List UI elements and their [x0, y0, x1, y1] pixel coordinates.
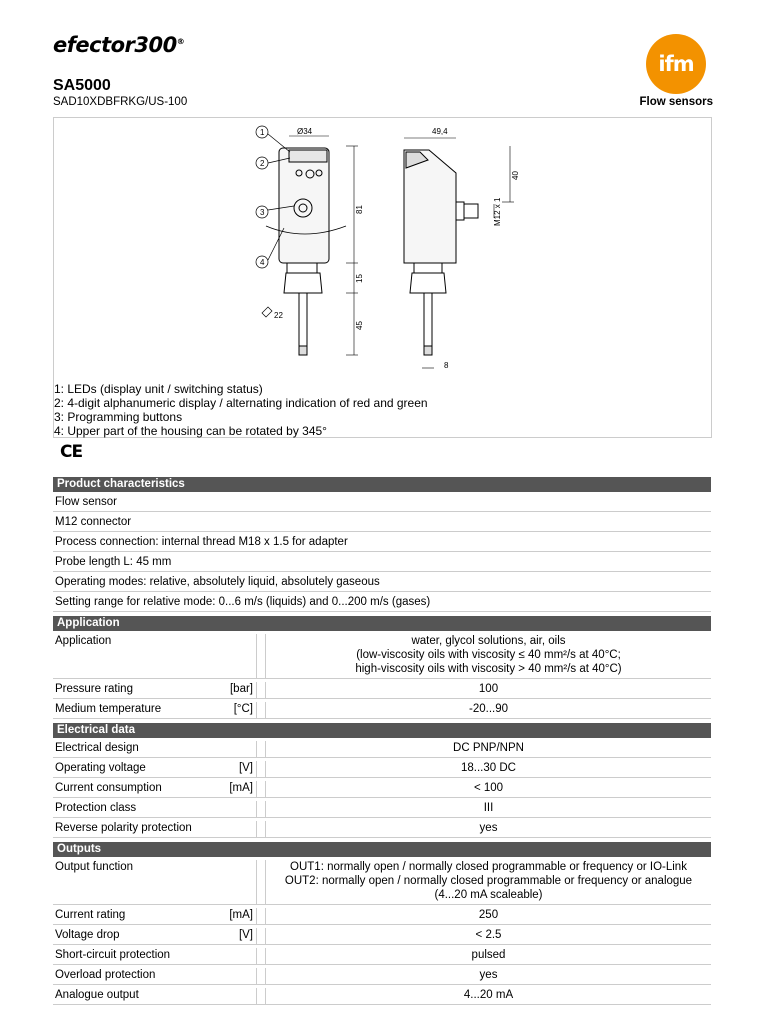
- spec-unit: [253, 948, 256, 962]
- spec-label: Operating voltage: [55, 762, 146, 774]
- spec-label: Short-circuit protection: [55, 949, 171, 961]
- spec-row: [53, 702, 711, 719]
- spec-unit: [bar]: [229, 683, 253, 695]
- dim-wrench: 22: [274, 311, 283, 320]
- front-view: [266, 148, 346, 355]
- callout-1: 1: [260, 128, 265, 137]
- spec-value-line: DC PNP/NPN: [453, 742, 524, 754]
- spec-unit: [V]: [238, 762, 253, 774]
- spec-value-line: < 100: [473, 782, 504, 794]
- spec-value-line: (4...20 mA scaleable): [434, 889, 543, 901]
- spec-value-line: 4...20 mA: [463, 989, 514, 1001]
- spec-value-line: III: [483, 802, 494, 814]
- spec-label-cell: [53, 781, 257, 797]
- spec-label-cell: [53, 948, 257, 964]
- spec-label: Current consumption: [55, 782, 162, 794]
- dim-45: 45: [355, 321, 364, 330]
- spec-label-cell: [53, 928, 257, 944]
- spec-label-cell: [53, 741, 257, 757]
- spec-unit: [°C]: [233, 703, 253, 715]
- article-number: SAD10XDBFRKG/US-100: [53, 96, 188, 108]
- dim-81: 81: [355, 205, 364, 214]
- spec-value-line: -20...90: [469, 703, 508, 715]
- spec-unit: [253, 860, 256, 902]
- spec-row: Setting range for relative mode: 0...6 m/s (liquids) and 0...200 m/s (gases): [53, 595, 711, 612]
- brand-logo: efector300®: [53, 33, 185, 57]
- spec-label: Electrical design: [55, 742, 139, 754]
- spec-value: [265, 741, 711, 757]
- dim-thread: M12 x 1: [493, 197, 502, 226]
- product-category: Flow sensors: [639, 96, 713, 108]
- dim-width: 49,4: [432, 127, 448, 136]
- spec-row: [53, 741, 711, 758]
- spec-row: [53, 634, 711, 679]
- spec-value: [265, 821, 711, 837]
- dim-15: 15: [355, 274, 364, 283]
- spec-value: [265, 634, 711, 678]
- dimension-drawing: [53, 117, 712, 438]
- model-number: SA5000: [53, 77, 111, 94]
- section-title: Product characteristics: [53, 477, 711, 492]
- spec-value: [265, 908, 711, 924]
- spec-label-cell: [53, 801, 257, 817]
- spec-label: Voltage drop: [55, 929, 120, 941]
- spec-value-line: < 2.5: [475, 929, 502, 941]
- spec-unit: [mA]: [229, 909, 253, 921]
- spec-value-line: 18...30 DC: [461, 762, 516, 774]
- spec-value: [265, 988, 711, 1004]
- wrench-icon: [262, 307, 272, 317]
- side-view: [404, 150, 478, 355]
- spec-value-line: OUT1: normally open / normally closed programmable or frequency or IO-Link: [290, 861, 687, 873]
- legend-item: 3: Programming buttons: [54, 410, 183, 424]
- spec-unit: [253, 634, 256, 676]
- spec-value-line: (low-viscosity oils with viscosity ≤ 40 mm²/s at 40°C;: [356, 649, 621, 661]
- spec-label-cell: [53, 821, 257, 837]
- spec-value: [265, 682, 711, 698]
- spec-value-line: water, glycol solutions, air, oils: [411, 635, 566, 647]
- spec-unit: [253, 801, 256, 815]
- spec-label: Protection class: [55, 802, 137, 814]
- callout-3: 3: [260, 208, 265, 217]
- spec-value-line: yes: [479, 969, 498, 981]
- spec-unit: [253, 821, 256, 835]
- spec-row: [53, 928, 711, 945]
- spec-row: Process connection: internal thread M18 x 1.5 for adapter: [53, 535, 711, 552]
- spec-label-cell: [53, 988, 257, 1004]
- spec-row: Operating modes: relative, absolutely liquid, absolutely gaseous: [53, 575, 711, 592]
- spec-label-cell: [53, 682, 257, 698]
- spec-label: Overload protection: [55, 969, 156, 981]
- spec-label-cell: [53, 634, 257, 678]
- spec-value-line: 250: [478, 909, 499, 921]
- spec-label-cell: [53, 702, 257, 718]
- section-title: Electrical data: [53, 723, 711, 738]
- spec-value-line: yes: [479, 822, 498, 834]
- spec-value: [265, 928, 711, 944]
- spec-row: M12 connector: [53, 515, 711, 532]
- spec-row: Probe length L: 45 mm: [53, 555, 711, 572]
- spec-label-cell: [53, 968, 257, 984]
- section-title: Application: [53, 616, 711, 631]
- spec-value: [265, 702, 711, 718]
- spec-label: Output function: [55, 861, 133, 873]
- spec-row: [53, 948, 711, 965]
- spec-value: [265, 781, 711, 797]
- dim-diameter: Ø34: [297, 127, 313, 136]
- spec-unit: [253, 741, 256, 755]
- dim-40: 40: [511, 171, 520, 180]
- spec-value-line: pulsed: [471, 949, 506, 961]
- spec-label: Application: [55, 635, 112, 647]
- spec-value: [265, 801, 711, 817]
- spec-row: [53, 682, 711, 699]
- callout-2: 2: [260, 159, 265, 168]
- legend-item: 2: 4-digit alphanumeric display / alternating indication of red and green: [54, 396, 428, 410]
- spec-label-cell: [53, 860, 257, 904]
- spec-unit: [253, 988, 256, 1002]
- spec-unit: [V]: [238, 929, 253, 941]
- spec-row: [53, 781, 711, 798]
- spec-value-line: high-viscosity oils with viscosity > 40 mm²/s at 40°C): [355, 663, 622, 675]
- spec-label: Reverse polarity protection: [55, 822, 192, 834]
- spec-value-line: OUT2: normally open / normally closed programmable or frequency or analogue: [284, 875, 693, 887]
- legend-item: 1: LEDs (display unit / switching status): [54, 382, 263, 396]
- spec-label-cell: [53, 761, 257, 777]
- spec-unit: [mA]: [229, 782, 253, 794]
- spec-value: [265, 860, 711, 904]
- spec-row: [53, 821, 711, 838]
- dim-8: 8: [444, 361, 449, 370]
- spec-table: [53, 477, 711, 1005]
- spec-row: [53, 761, 711, 778]
- spec-row: [53, 968, 711, 985]
- spec-label: Current rating: [55, 909, 126, 921]
- spec-label-cell: [53, 908, 257, 924]
- spec-label: Medium temperature: [55, 703, 162, 715]
- legend-item: 4: Upper part of the housing can be rotated by 345°: [54, 424, 327, 438]
- spec-row: [53, 860, 711, 905]
- ifm-logo: ifm: [646, 34, 706, 94]
- spec-value: [265, 948, 711, 964]
- spec-value: [265, 968, 711, 984]
- spec-row: [53, 988, 711, 1005]
- section-title: Outputs: [53, 842, 711, 857]
- spec-value-line: 100: [478, 683, 499, 695]
- spec-value: [265, 761, 711, 777]
- spec-unit: [253, 968, 256, 982]
- spec-row: [53, 801, 711, 818]
- spec-row: Flow sensor: [53, 495, 711, 512]
- drawing-legend: [54, 382, 428, 438]
- spec-label: Analogue output: [55, 989, 139, 1001]
- spec-row: [53, 908, 711, 925]
- ce-mark: CE: [60, 442, 83, 462]
- callout-4: 4: [260, 258, 265, 267]
- spec-label: Pressure rating: [55, 683, 133, 695]
